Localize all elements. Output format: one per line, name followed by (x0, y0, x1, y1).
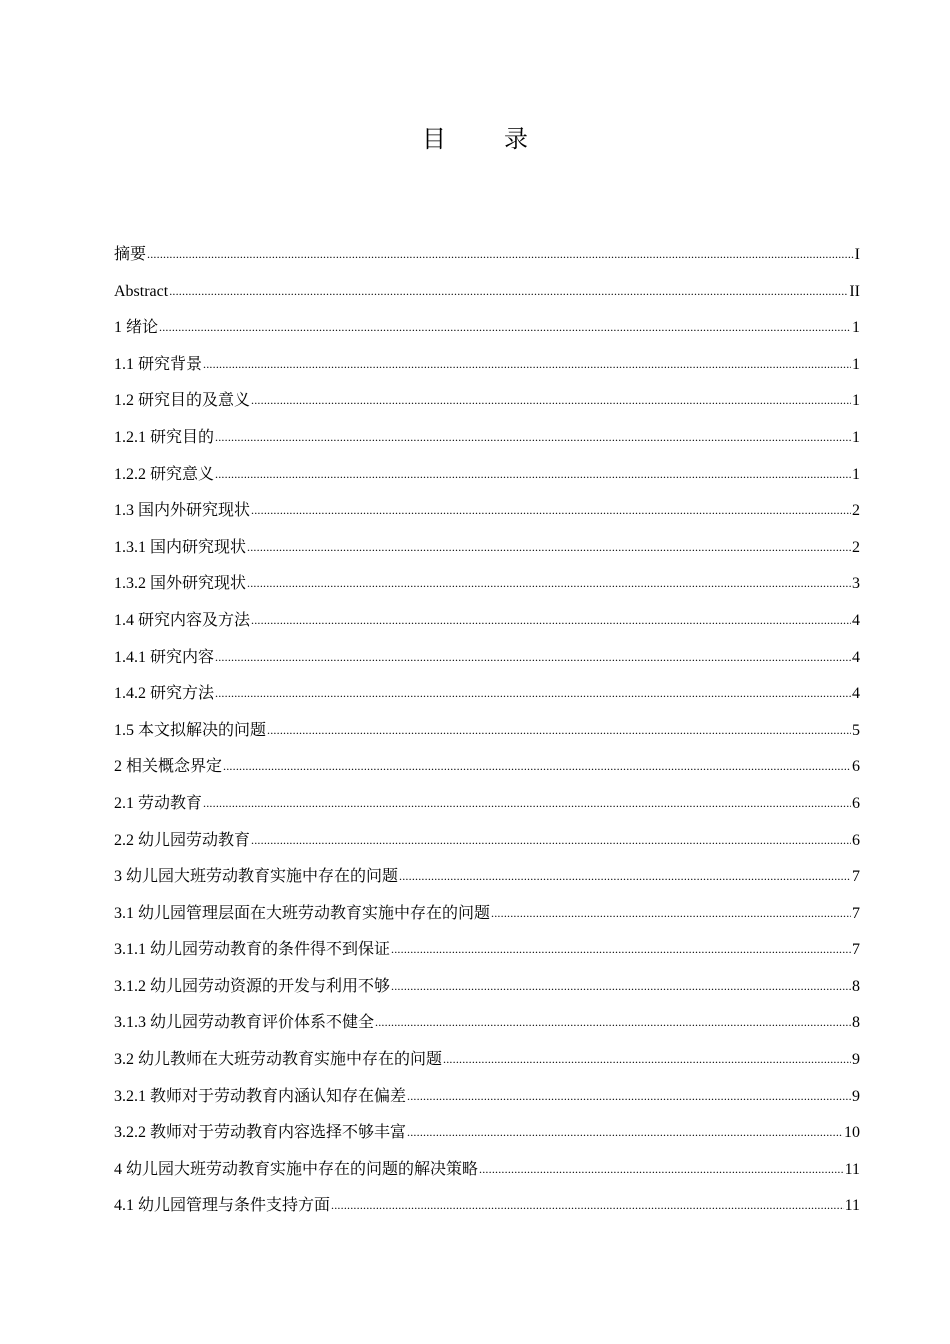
toc-entry-label: 1.2.2 研究意义 (114, 465, 215, 483)
toc-entry-page-number: 1 (852, 355, 860, 373)
toc-entry-label: 1.4.1 研究内容 (114, 648, 215, 666)
toc-entry[interactable] (114, 676, 860, 713)
toc-entry-page-number: 1 (852, 392, 860, 410)
toc-entry[interactable] (114, 603, 860, 640)
toc-entry-label: 4.1 幼儿园管理与条件支持方面 (114, 1197, 331, 1215)
toc-dot-leader (407, 1078, 851, 1115)
toc-entry-label: 3.1.1 幼儿园劳动教育的条件得不到保证 (114, 941, 391, 959)
toc-entry-page-number: 9 (852, 1087, 860, 1105)
toc-dot-leader (247, 529, 851, 566)
toc-entry-page-number: 3 (852, 575, 860, 593)
toc-dot-leader (203, 785, 851, 822)
toc-entry[interactable] (114, 237, 860, 274)
toc-entry[interactable] (114, 823, 860, 860)
toc-dot-leader (443, 1041, 851, 1078)
toc-dot-leader (331, 1187, 844, 1224)
toc-entry-label: 1.4.2 研究方法 (114, 685, 215, 703)
toc-entry-page-number: 11 (844, 1197, 860, 1215)
toc-entry-page-number: 8 (852, 977, 860, 995)
toc-dot-leader (407, 1114, 843, 1151)
toc-entry-page-number: 6 (852, 758, 860, 776)
toc-entry-label: 3 幼儿园大班劳动教育实施中存在的问题 (114, 868, 399, 886)
toc-entry-label: 3.2.2 教师对于劳动教育内容选择不够丰富 (114, 1124, 407, 1142)
toc-entry-label: 3.1 幼儿园管理层面在大班劳动教育实施中存在的问题 (114, 904, 491, 922)
toc-entry[interactable] (114, 932, 860, 969)
toc-entry[interactable] (114, 383, 860, 420)
toc-dot-leader (247, 565, 851, 602)
toc-entry-page-number: 7 (852, 868, 860, 886)
toc-entry[interactable] (114, 1005, 860, 1042)
toc-dot-leader (491, 895, 851, 932)
toc-entry-page-number: I (854, 246, 860, 263)
toc-dot-leader (251, 822, 851, 859)
toc-entry-label: 1.3 国内外研究现状 (114, 502, 251, 520)
toc-entry-label: Abstract (114, 282, 169, 300)
toc-entry[interactable] (114, 493, 860, 530)
toc-entry[interactable] (114, 1188, 860, 1225)
toc-dot-leader (169, 273, 848, 310)
toc-entry-page-number: 10 (844, 1124, 860, 1142)
toc-entry-label: 1.5 本文拟解决的问题 (114, 721, 267, 739)
toc-dot-leader (215, 639, 851, 676)
toc-entry[interactable] (114, 530, 860, 567)
toc-entry-page-number: 11 (844, 1160, 860, 1178)
toc-title: 目 录 (422, 127, 554, 153)
toc-entry-label: 1.3.2 国外研究现状 (114, 575, 247, 593)
toc-entry-page-number: 4 (852, 611, 860, 629)
toc-dot-leader (251, 492, 851, 529)
toc-entry[interactable] (114, 1079, 860, 1116)
toc-entry-label: 3.2.1 教师对于劳动教育内涵认知存在偏差 (114, 1087, 407, 1105)
toc-dot-leader (391, 968, 851, 1005)
toc-entry-page-number: 4 (852, 648, 860, 666)
toc-dot-leader (399, 858, 851, 895)
toc-dot-leader (215, 675, 851, 712)
toc-entry-label: 2.2 幼儿园劳动教育 (114, 831, 251, 849)
toc-entry-label: 1 绪论 (114, 319, 159, 337)
toc-entry[interactable] (114, 713, 860, 750)
toc-entry[interactable] (114, 274, 860, 311)
toc-entry[interactable] (114, 749, 860, 786)
toc-entry-label: 1.1 研究背景 (114, 355, 203, 373)
toc-entry-label: 2.1 劳动教育 (114, 794, 203, 812)
toc-entry[interactable] (114, 969, 860, 1006)
toc-list (114, 237, 860, 1225)
toc-entry-page-number: 5 (852, 721, 860, 739)
toc-entry[interactable] (114, 566, 860, 603)
toc-entry-page-number: 7 (852, 904, 860, 922)
toc-entry[interactable] (114, 1152, 860, 1189)
toc-entry-page-number: 8 (852, 1014, 860, 1032)
toc-entry-page-number: 2 (852, 538, 860, 556)
toc-dot-leader (251, 602, 851, 639)
toc-dot-leader (203, 346, 851, 383)
toc-entry-label: 2 相关概念界定 (114, 758, 223, 776)
toc-entry-label: 3.1.2 幼儿园劳动资源的开发与利用不够 (114, 977, 391, 995)
toc-dot-leader (479, 1151, 844, 1188)
toc-entry-page-number: II (849, 282, 860, 300)
toc-entry[interactable] (114, 420, 860, 457)
toc-entry-label: 1.2.1 研究目的 (114, 428, 215, 446)
toc-dot-leader (223, 748, 851, 785)
toc-entry-label: 摘要 (114, 246, 147, 263)
toc-entry-label: 3.2 幼儿教师在大班劳动教育实施中存在的问题 (114, 1051, 443, 1069)
toc-dot-leader (375, 1004, 851, 1041)
toc-entry-label: 4 幼儿园大班劳动教育实施中存在的问题的解决策略 (114, 1160, 479, 1178)
toc-entry-page-number: 7 (852, 941, 860, 959)
toc-entry-label: 1.2 研究目的及意义 (114, 392, 251, 410)
toc-entry-page-number: 6 (852, 794, 860, 812)
toc-entry-page-number: 1 (852, 319, 860, 337)
toc-entry[interactable] (114, 859, 860, 896)
toc-entry-page-number: 1 (852, 465, 860, 483)
toc-entry[interactable] (114, 640, 860, 677)
toc-entry[interactable] (114, 457, 860, 494)
toc-entry-page-number: 9 (852, 1051, 860, 1069)
toc-entry-label: 1.4 研究内容及方法 (114, 611, 251, 629)
toc-dot-leader (251, 382, 851, 419)
toc-entry-label: 1.3.1 国内研究现状 (114, 538, 247, 556)
toc-entry[interactable] (114, 786, 860, 823)
toc-entry-page-number: 6 (852, 831, 860, 849)
toc-dot-leader (215, 419, 851, 456)
toc-entry[interactable] (114, 310, 860, 347)
toc-entry[interactable] (114, 347, 860, 384)
toc-dot-leader (391, 931, 851, 968)
toc-entry[interactable] (114, 1115, 860, 1152)
toc-dot-leader (159, 309, 851, 346)
toc-dot-leader (215, 456, 851, 493)
toc-entry-label: 3.1.3 幼儿园劳动教育评价体系不健全 (114, 1014, 375, 1032)
toc-dot-leader (267, 712, 851, 749)
toc-entry[interactable] (114, 1042, 860, 1079)
toc-entry[interactable] (114, 896, 860, 933)
toc-dot-leader (147, 236, 854, 273)
toc-entry-page-number: 2 (852, 502, 860, 520)
toc-entry-page-number: 4 (852, 685, 860, 703)
toc-entry-page-number: 1 (852, 428, 860, 446)
